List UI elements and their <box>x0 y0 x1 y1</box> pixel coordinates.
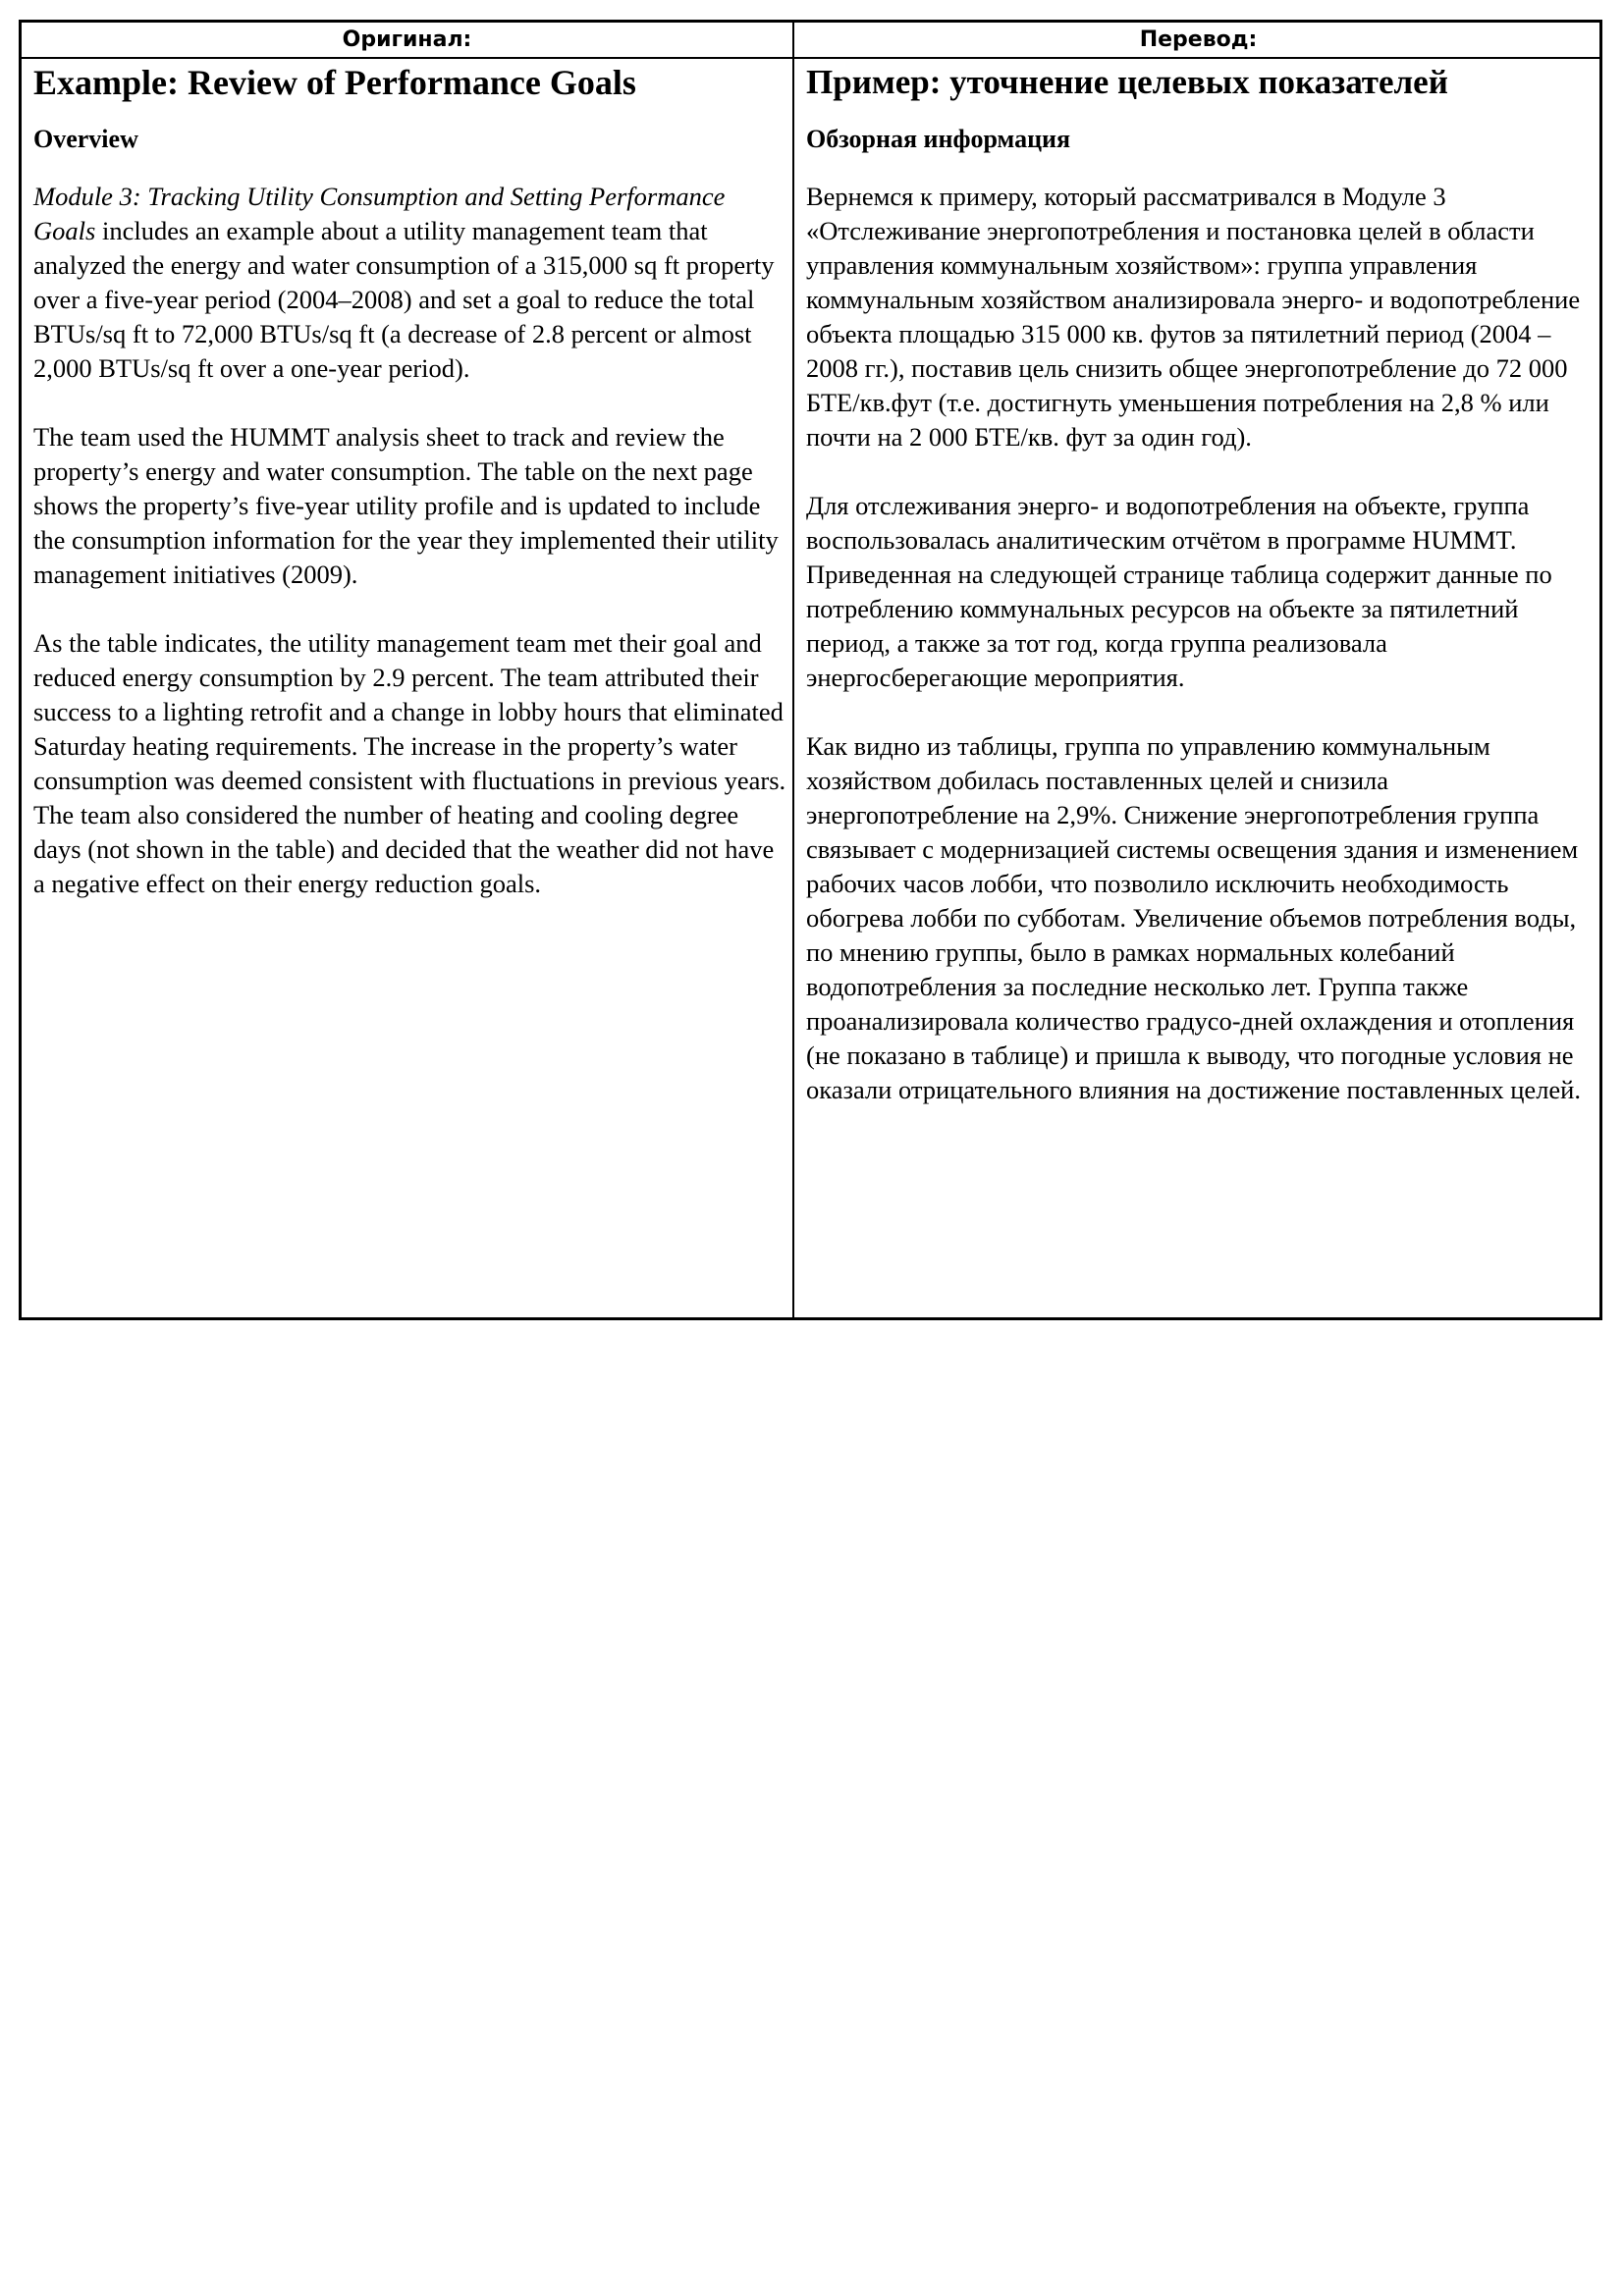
translation-title: Пример: уточнение целевых показателей <box>806 63 1448 101</box>
table-header-row <box>22 23 1599 59</box>
original-paragraph-1 <box>33 180 787 386</box>
translation-text-cell <box>806 62 1599 1317</box>
original-title: Example: Review of Performance Goals <box>33 63 636 102</box>
original-paragraph-1-body: includes an example about a utility management team that analyzed the energy and water consumption of a 315,000 sq ft property over a five-year period (2004–2008) and set a goal to reduce the total BTUs/sq ft to 72,000 BTUs/sq ft (a decrease of 2.8 percent or almost 2,000 BTUs/sq ft over a one-year period). <box>33 216 775 383</box>
column-divider <box>792 23 794 1317</box>
original-text-cell <box>33 62 787 1317</box>
translation-column-header: Перевод: <box>1139 27 1258 52</box>
translation-subheading: Обзорная информация <box>806 125 1071 153</box>
module-reference: Module 3: Tracking Utility Consumption and Setting Performance Goals <box>33 182 726 245</box>
translation-paragraph-1: Вернемся к примеру, который рассматривался в Модуле 3 «Отслеживание энергопотребления и постановка целей в области управления коммунальным хозяйством»: группа управления коммунальным хозяйством анализировала энерго- и водопотребление объекта площадью 315 000 кв. футов за пятилетний период (2004 – 2008 гг.), поставив цель снизить общее энергопотребление до 72 000 БТЕ/кв.фут (т.е. достигнуть уменьшения потребления на 2,8 % или почти на 2 000 БТЕ/кв. фут за один год). <box>806 182 1581 452</box>
original-column-header: Оригинал: <box>342 27 472 52</box>
translation-paragraph-2: Для отслеживания энерго- и водопотребления на объекте, группа воспользовалась аналитическим отчётом в программе HUMMT. Приведенная на следующей странице таблица содержит данные по потреблению коммунальных ресурсов на объекте за пятилетний период, а также за тот год, когда группа реализовала энергосберегающие мероприятия. <box>806 491 1552 692</box>
translation-paragraph-3: Как видно из таблицы, группа по управлению коммунальным хозяйством добилась поставленных целей и снизила энергопотребление на 2,9%. Снижение энергопотребления группа связывает с модернизацией системы освещения здания и изменением рабочих часов лобби, что позволило исключить необходимость обогрева лобби по субботам. Увеличение объемов потребления воды, по мнению группы, было в рамках нормальных колебаний водопотребления за последние несколько лет. Группа также проанализировала количество градусо-дней охлаждения и отопления (не показано в таблице) и пришла к выводу, что погодные условия не оказали отрицательного влияния на достижение поставленных целей. <box>806 731 1581 1104</box>
original-paragraph-3: As the table indicates, the utility management team met their goal and reduced energy consumption by 2.9 percent. The team attributed their success to a lighting retrofit and a change in lobby hours that eliminated Saturday heating requirements. The increase in the property’s water consumption was deemed consistent with fluctuations in previous years. The team also considered the number of heating and cooling degree days (not shown in the table) and decided that the weather did not have a negative effect on their energy reduction goals. <box>33 628 786 898</box>
bilingual-table <box>19 20 1602 1320</box>
original-subheading: Overview <box>33 125 138 153</box>
original-paragraph-2: The team used the HUMMT analysis sheet to track and review the property’s energy and water consumption. The table on the next page shows the property’s five-year utility profile and is updated to include the consumption information for the year they implemented their utility management initiatives (2009). <box>33 422 779 589</box>
